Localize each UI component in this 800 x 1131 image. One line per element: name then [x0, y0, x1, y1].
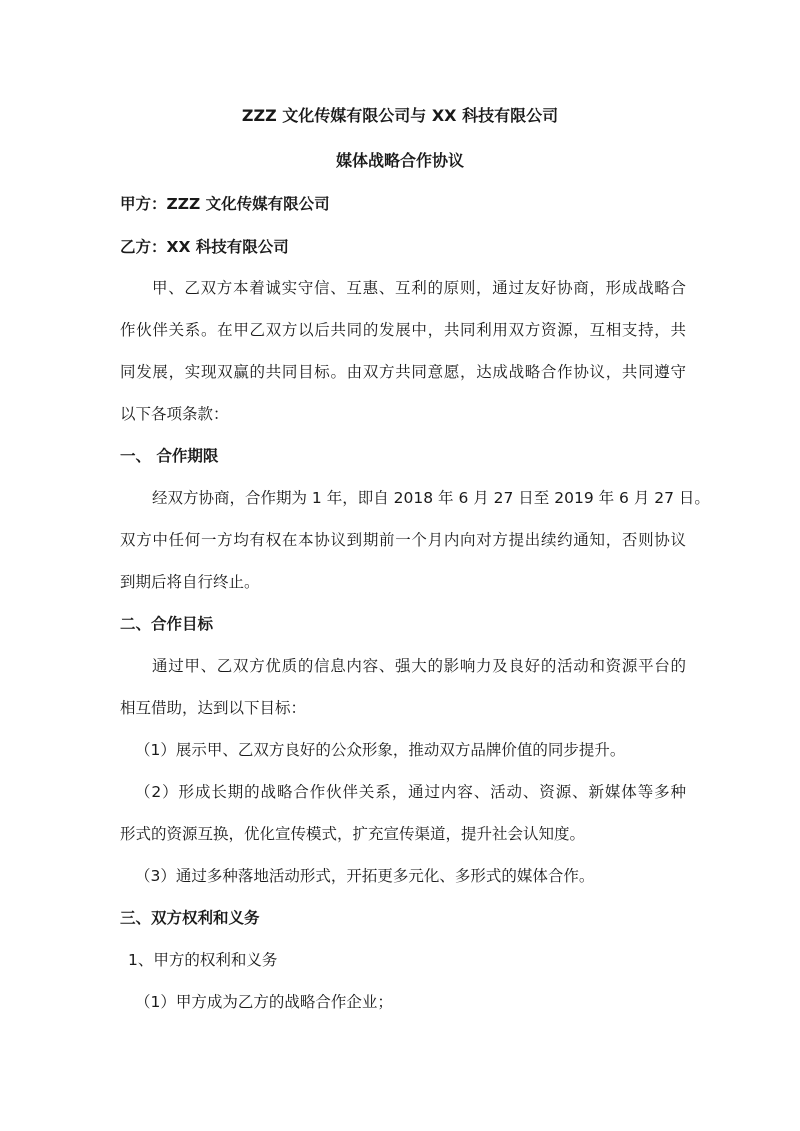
section-1-line-1: 经双方协商，合作期为 1 年，即自 2018 年 6 月 27 日至 2019 年 6 月 27 日。: [152, 489, 710, 507]
document-subtitle: 媒体战略合作协议: [335, 151, 464, 170]
section-2-line-2: 相互借助，达到以下目标：: [120, 699, 307, 717]
goal-item-2-continued: 形式的资源互换，优化宣传模式，扩充宣传渠道，提升社会认知度。: [120, 825, 586, 843]
party-a: 甲方：ZZZ 文化传媒有限公司: [120, 195, 330, 213]
section-3-item-1: （1）甲方成为乙方的战略合作企业；: [135, 993, 393, 1011]
intro-line-1: 甲、乙双方本着诚实守信、互惠、互利的原则，通过友好协商，形成战略合: [152, 279, 686, 297]
section-3-heading: 三、双方权利和义务: [120, 909, 260, 927]
section-1-heading: 一、 合作期限: [120, 447, 219, 465]
intro-line-4: 以下各项条款：: [120, 405, 229, 423]
intro-line-2: 作伙伴关系。在甲乙双方以后共同的发展中，共同利用双方资源，互相支持，共: [120, 321, 686, 339]
intro-line-3: 同发展，实现双赢的共同目标。由双方共同意愿，达成战略合作协议，共同遵守: [120, 363, 686, 381]
goal-item-2: （2）形成长期的战略合作伙伴关系，通过内容、活动、资源、新媒体等多种: [135, 783, 686, 801]
document-title: ZZZ 文化传媒有限公司与 XX 科技有限公司: [241, 106, 559, 125]
section-2-heading: 二、合作目标: [120, 615, 214, 633]
section-1-line-3: 到期后将自行终止。: [120, 573, 260, 591]
section-3-sub-1: 1、甲方的权利和义务: [128, 951, 278, 969]
goal-item-3: （3）通过多种落地活动形式，开拓更多元化、多形式的媒体合作。: [135, 867, 595, 885]
goal-item-1: （1）展示甲、乙双方良好的公众形象，推动双方品牌价值的同步提升。: [135, 741, 626, 759]
section-1-line-2: 双方中任何一方均有权在本协议到期前一个月内向对方提出续约通知，否则协议: [120, 531, 686, 549]
section-2-line-1: 通过甲、乙双方优质的信息内容、强大的影响力及良好的活动和资源平台的: [152, 657, 686, 675]
party-b: 乙方：XX 科技有限公司: [120, 238, 289, 256]
